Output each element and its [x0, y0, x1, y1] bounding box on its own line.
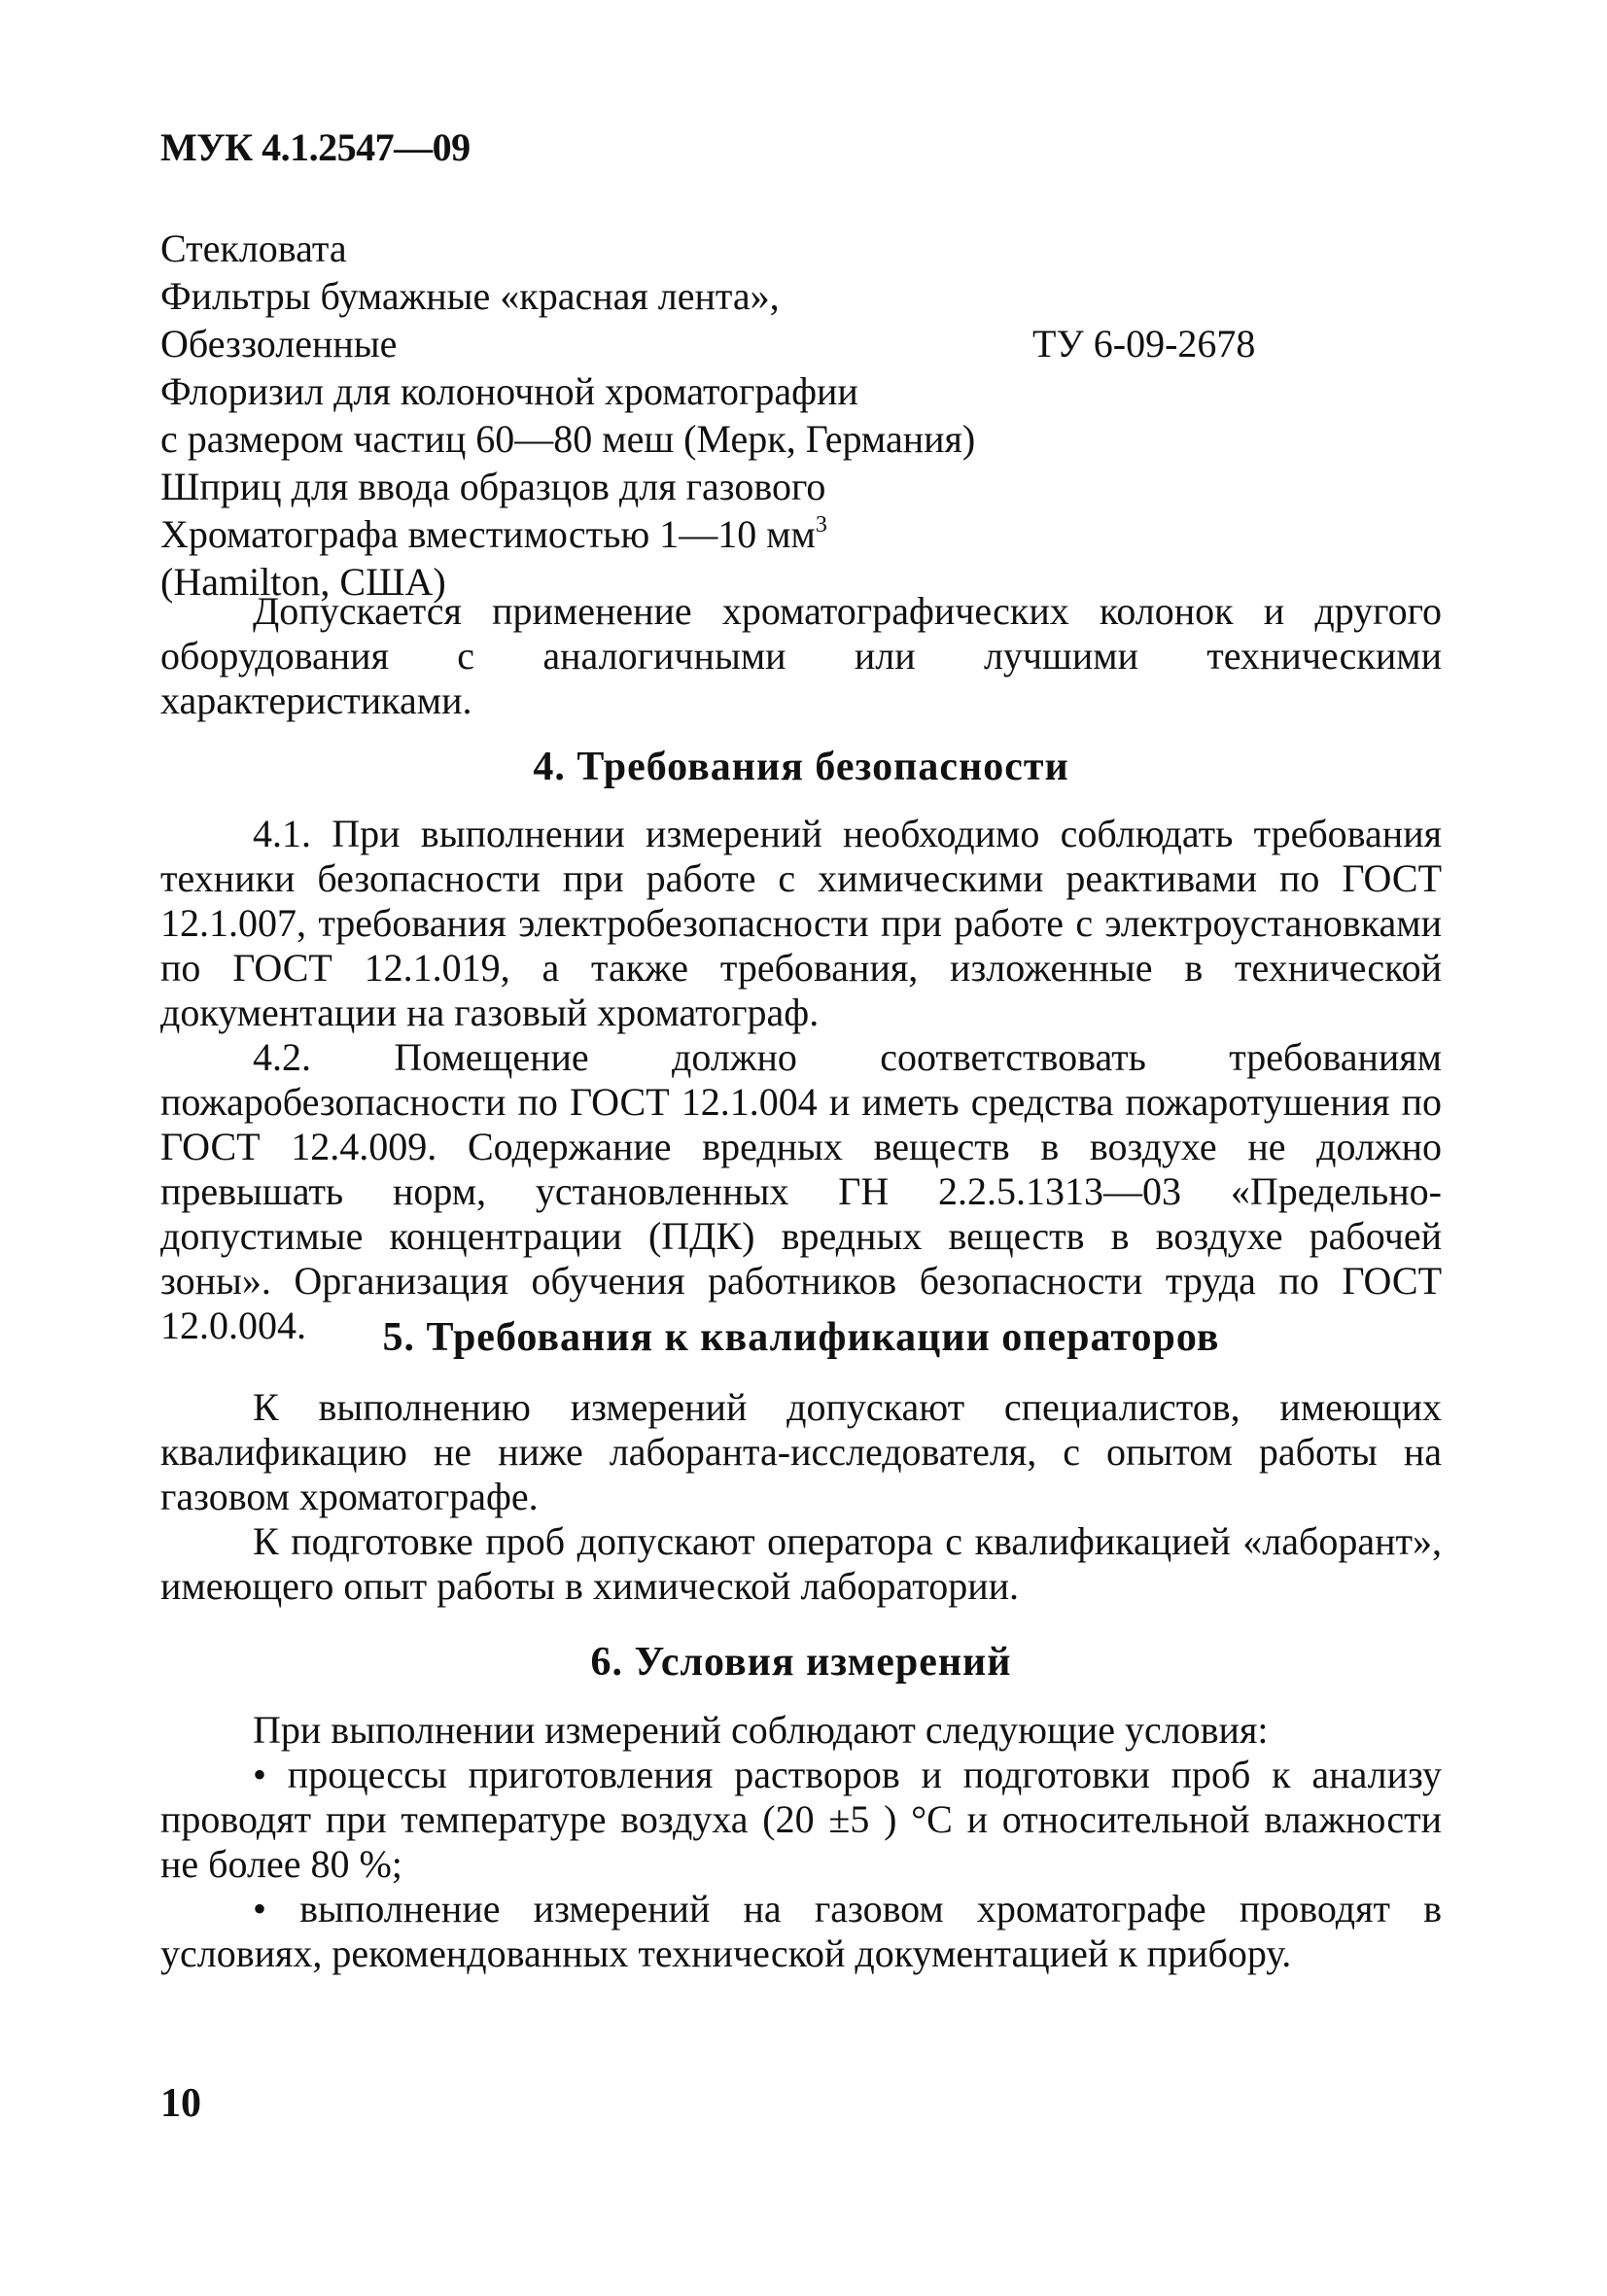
- equipment-item: Обеззоленные: [160, 322, 398, 365]
- section-6-title: 6. Условия измерений: [590, 1640, 1012, 1685]
- equipment-item: (Hamilton, США): [160, 560, 446, 604]
- equipment-note: Допускается применение хроматографических колонок и другого оборудования с аналогичными или лучшими техническими характеристиками.: [160, 589, 1442, 722]
- equipment-item: Хроматографа вместимостью 1—10 мм: [160, 512, 816, 556]
- equipment-line: [160, 272, 1264, 320]
- equipment-line: [160, 225, 1264, 272]
- section-6-body: [160, 1708, 1442, 1976]
- section-5-title: 5. Требования к квалификации операторов: [382, 1315, 1220, 1360]
- document-code: МУК 4.1.2547—09: [160, 125, 471, 169]
- equipment-list: [160, 225, 1264, 606]
- equipment-note-block: [160, 589, 1442, 723]
- section-4-body: [160, 812, 1442, 1348]
- equipment-item: Стекловата: [160, 226, 347, 270]
- section-5-body: [160, 1385, 1442, 1609]
- equipment-spec: ТУ 6-09-2678: [1032, 322, 1256, 365]
- equipment-item: Шприц для ввода образцов для газового: [160, 465, 826, 508]
- bullet-item: • процессы приготовления растворов и подготовки проб к анализу проводят при температуре воздуха (20 ±5 ) °С и относительной влажности не более 80 %;: [160, 1753, 1442, 1886]
- paragraph: При выполнении измерений соблюдают следующие условия:: [253, 1708, 1269, 1752]
- paragraph: К выполнению измерений допускают специалистов, имеющих квалификацию не ниже лаборанта-исследователя, с опытом работы на газовом хроматографе.: [160, 1385, 1442, 1518]
- superscript: 3: [815, 512, 827, 538]
- bullet-item: • выполнение измерений на газовом хроматографе проводят в условиях, рекомендованных технической документацией к прибору.: [160, 1887, 1442, 1975]
- equipment-line: [160, 415, 1264, 463]
- equipment-line: [160, 320, 1264, 367]
- paragraph: К подготовке проб допускают оператора с квалификацией «лаборант», имеющего опыт работы в химической лаборатории.: [160, 1519, 1442, 1608]
- equipment-line: [160, 463, 1264, 510]
- equipment-line: [160, 367, 1264, 415]
- paragraph: 4.1. При выполнении измерений необходимо соблюдать требования техники безопасности при работе с химическими реактивами по ГОСТ 12.1.007, требования электробезопасности при работе с электроустановками по ГОСТ 12.1.019, а также требования, изложенные в технической документации на газовый хроматограф.: [160, 812, 1442, 1034]
- page-number: 10: [160, 2081, 201, 2126]
- equipment-item: Фильтры бумажные «красная лента»,: [160, 274, 780, 318]
- paragraph: 4.2. Помещение должно соответствовать требованиям пожаробезопасности по ГОСТ 12.1.004 и иметь средства пожаротушения по ГОСТ 12.4.009. Содержание вредных веществ в воздухе не должно превышать норм, установленных ГН 2.2.5.1313—03 «Предельно-допустимые концентрации (ПДК) вредных веществ в воздухе рабочей зоны». Организация обучения работников безопасности труда по ГОСТ 12.0.004.: [160, 1035, 1442, 1347]
- equipment-item: Флоризил для колоночной хроматографии: [160, 369, 858, 413]
- section-4-title: 4. Требования безопасности: [533, 745, 1069, 789]
- equipment-item: с размером частиц 60—80 меш (Мерк, Германия): [160, 417, 976, 461]
- equipment-line: [160, 510, 1264, 558]
